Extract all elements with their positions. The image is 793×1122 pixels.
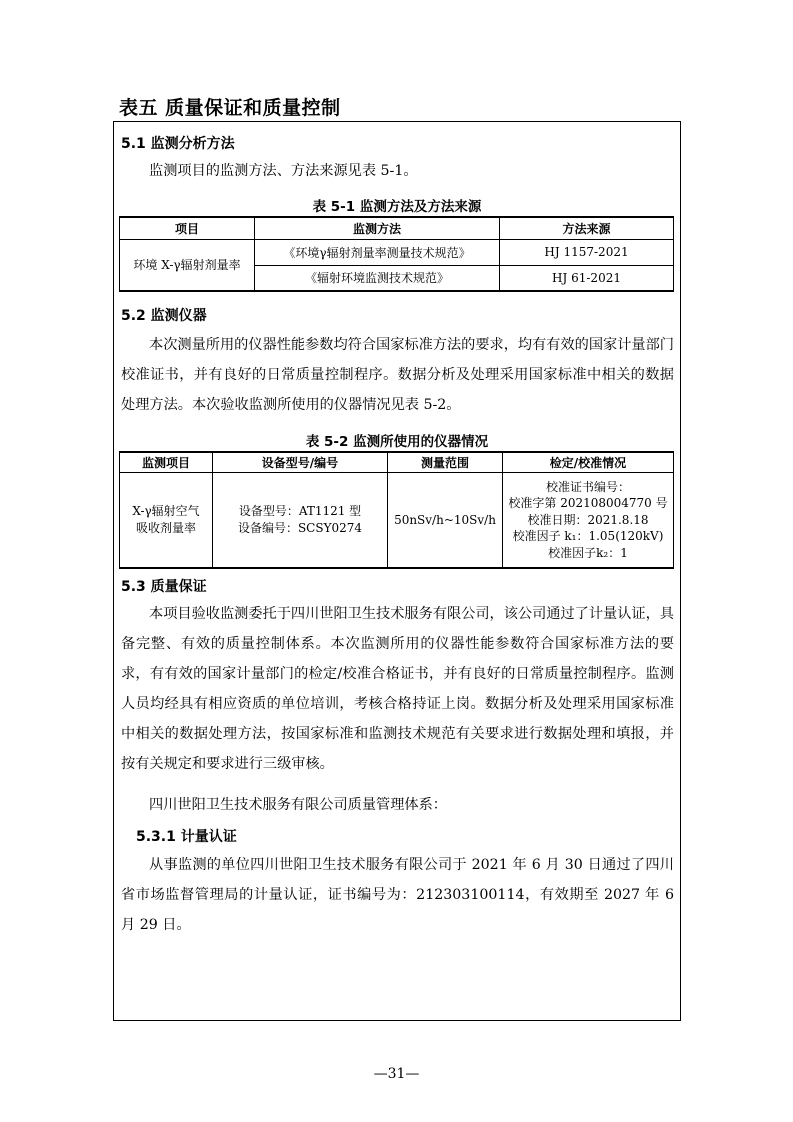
section-5-2-heading: 5.2 监测仪器 (121, 308, 207, 324)
table-5-2-header-item: 监测项目 (120, 452, 213, 472)
table-5-2-calibration (503, 472, 674, 568)
item-line: 吸收剂量率 (135, 520, 196, 535)
table-5-2-header-calibration: 检定/校准情况 (503, 452, 674, 472)
section-5-3-1-paragraph: 从事监测的单位四川世阳卫生技术服务有限公司于 2021 年 6 月 30 日通过了四川省市场监督管理局的计量认证，证书编号为：212303100114，有效期至 2027 年 6 月 29 日。 (121, 857, 674, 933)
section-5-3-paragraph-2: 四川世阳卫生技术服务有限公司质量管理体系： (149, 797, 447, 813)
table-5-1-item: 环境 X-γ辐射剂量率 (120, 239, 255, 291)
section-5-2-paragraph: 本次测量所用的仪器性能参数均符合国家标准方法的要求，均有有效的国家计量部门校准证书，并有良好的日常质量控制程序。数据分析及处理采用国家标准中相关的数据处理方法。本次验收监测所使用的仪器情况见表 5-2。 (121, 337, 674, 413)
table-5-1 (119, 216, 674, 292)
calibration-line: 校准证书编号： (545, 479, 630, 494)
table-5-1-source: HJ 1157-2021 (500, 239, 674, 265)
item-line: X-γ辐射空气 (132, 504, 200, 519)
table-5-1-caption: 表 5-1 监测方法及方法来源 (312, 199, 482, 215)
table-5-2 (119, 451, 674, 569)
table-5-2-header-device: 设备型号/编号 (213, 452, 388, 472)
device-model: 设备型号：AT1121 型 (238, 504, 362, 519)
section-5-3-1-heading: 5.3.1 计量认证 (136, 829, 237, 845)
page-title: 表五 质量保证和质量控制 (119, 97, 341, 119)
table-5-1-method: 《环境γ辐射剂量率测量技术规范》 (255, 239, 500, 265)
page-number: —31— (373, 1066, 420, 1082)
table-5-2-caption: 表 5-2 监测所使用的仪器情况 (305, 434, 489, 450)
table-5-1-header-method: 监测方法 (255, 217, 500, 239)
table-5-2-range: 50nSv/h~10Sv/h (388, 472, 503, 568)
table-5-1-method: 《辐射环境监测技术规范》 (255, 265, 500, 291)
device-number: 设备编号：SCSY0274 (237, 520, 363, 535)
table-5-1-header-source: 方法来源 (500, 217, 674, 239)
section-5-3-heading: 5.3 质量保证 (121, 579, 207, 595)
table-5-2-header-range: 测量范围 (388, 452, 503, 472)
calibration-line: 校准日期：2021.8.18 (527, 512, 649, 527)
calibration-line: 校准因子k₂：1 (548, 545, 628, 560)
section-5-1-paragraph: 监测项目的监测方法、方法来源见表 5-1。 (149, 163, 418, 179)
section-5-3-paragraph: 本项目验收监测委托于四川世阳卫生技术服务有限公司，该公司通过了计量认证，具备完整、有效的质量控制体系。本次监测所用的仪器性能参数符合国家标准方法的要求，有有效的国家计量部门的检定/校准合格证书，并有良好的日常质量控制程序。监测人员均经具有相应资质的单位培训，考核合格持证上岗。数据分析及处理采用国家标准中相关的数据处理方法，按国家标准和监测技术规范有关要求进行数据处理和填报，并按有关规定和要求进行三级审核。 (121, 606, 674, 772)
table-5-2-item (120, 472, 213, 568)
table-5-1-source: HJ 61-2021 (500, 265, 674, 291)
table-5-1-header-item: 项目 (120, 217, 255, 239)
table-5-2-device (213, 472, 388, 568)
calibration-line: 校准字第 202108004770 号 (508, 496, 668, 510)
calibration-line: 校准因子 k₁：1.05(120kV) (512, 529, 664, 543)
section-5-1-heading: 5.1 监测分析方法 (121, 136, 235, 152)
